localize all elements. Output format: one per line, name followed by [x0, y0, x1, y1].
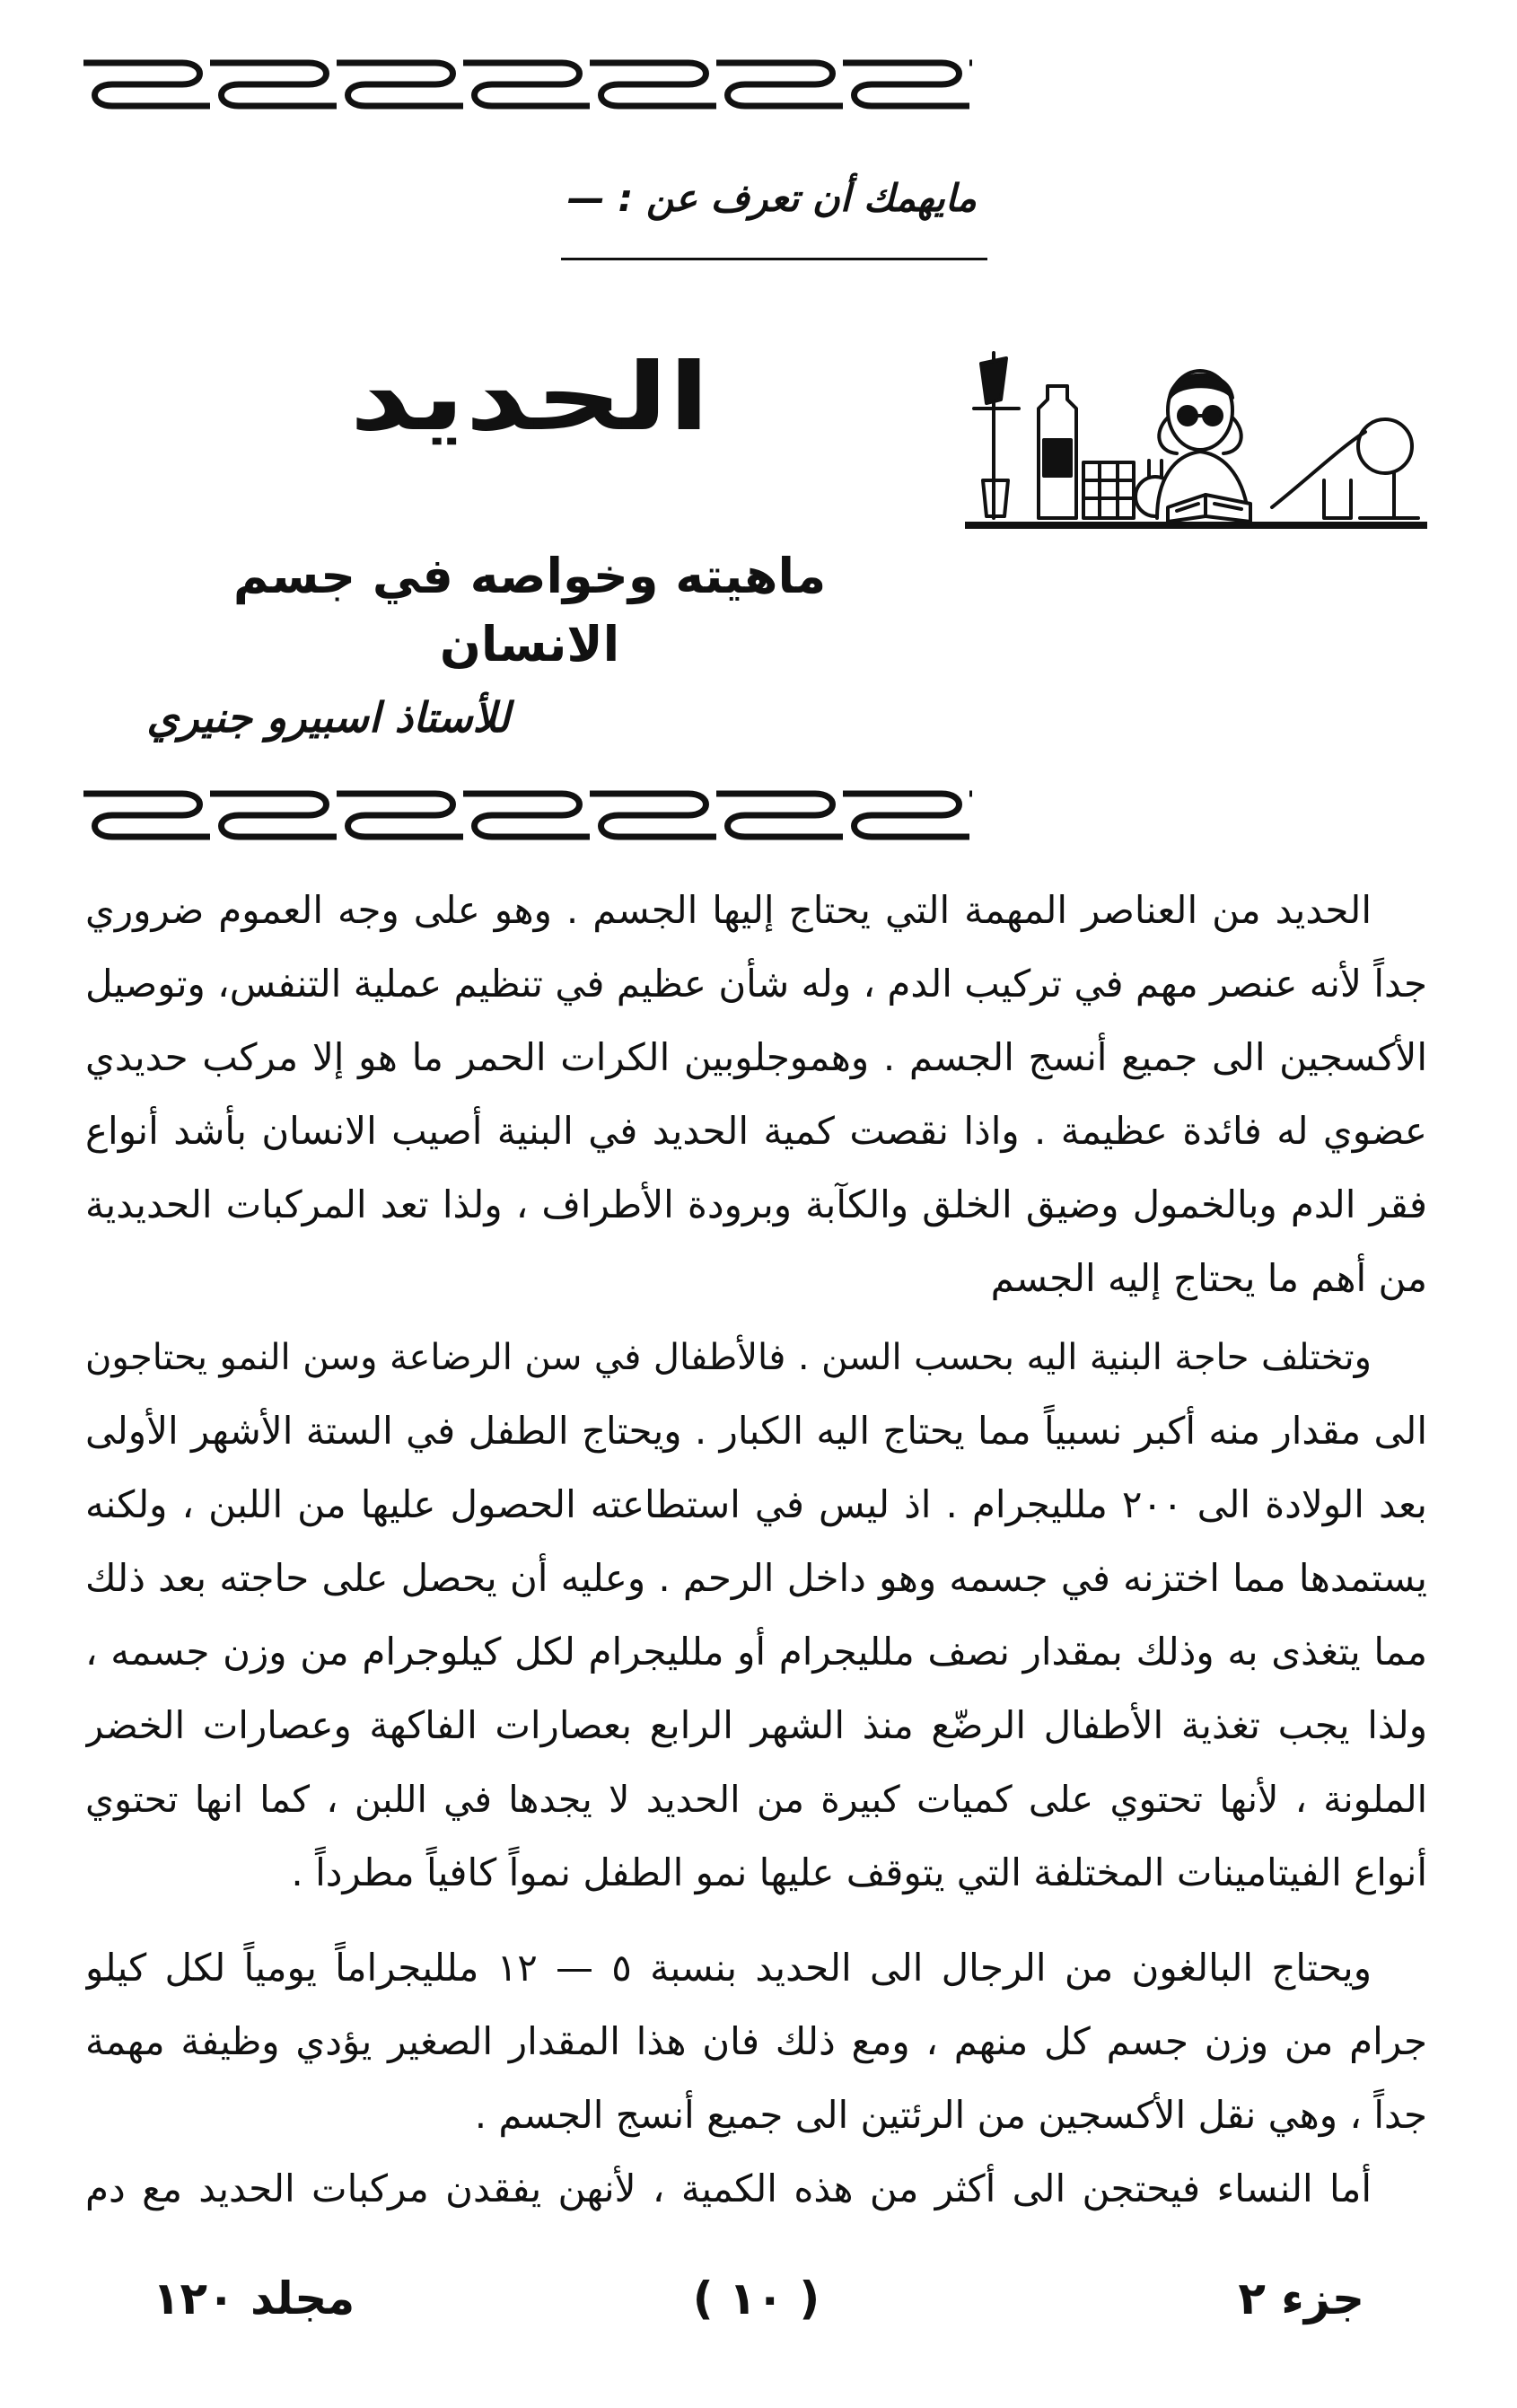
footer-volume-number: مجلد ١٢٠	[153, 2272, 355, 2325]
paragraph-line: ولذا يجب تغذية الأطفال الرضّع منذ الشهر الرابع بعصارات الفاكهة وعصارات الخضر	[85, 1703, 1427, 1747]
footer-part-number: جزء ٢	[1238, 2272, 1364, 2325]
reagent-box-icon	[1083, 462, 1134, 518]
ring-stand-icon	[974, 353, 1019, 518]
article-subtitle: ماهيته وخواصه في جسم الانسان	[232, 548, 827, 672]
paragraph-line: جداً لأنه عنصر مهم في تركيب الدم ، وله شأن عظيم في تنظيم عملية التنفس، وتوصيل	[85, 962, 1427, 1006]
paragraph-line: جرام من وزن جسم كل منهم ، ومع ذلك فان هذا المقدار الصغير يؤدي وظيفة مهمة	[85, 2019, 1427, 2063]
paragraph-line: الى مقدار منه أكبر نسبياً مما يحتاج اليه الكبار . ويحتاج الطفل في الستة الأشهر الأولى	[85, 1409, 1427, 1453]
paragraph-line: الحديد من العناصر المهمة التي يحتاج إليها الجسم . وهو على وجه العموم ضروري	[85, 888, 1372, 932]
section-kicker: مايهمك أن تعرف عن : —	[566, 176, 978, 220]
paragraph-line: يستمدها مما اختزنه في جسمه وهو داخل الرحم . وعليه أن يحصل على حاجته بعد ذلك	[85, 1556, 1427, 1600]
article-title: الحديد	[349, 342, 710, 452]
paragraph-line: الأكسجين الى جميع أنسج الجسم . وهموجلوبين الكرات الحمر ما هو إلا مركب حديدي	[85, 1035, 1427, 1079]
author-byline: للأستاذ اسبيرو جنيري	[146, 693, 510, 742]
paragraph-line: وتختلف حاجة البنية اليه بحسب السن . فالأطفال في سن الرضاعة وسن النمو يحتاجون	[85, 1337, 1372, 1378]
paragraph-line: جداً ، وهي نقل الأكسجين من الرئتين الى جميع أنسج الجسم .	[474, 2093, 1427, 2137]
paragraph	[85, 1931, 1427, 2152]
retort-icon	[1272, 419, 1418, 518]
paragraph	[85, 2152, 1427, 2226]
page-footer	[85, 2264, 1427, 2333]
paragraph-line: أما النساء فيحتجن الى أكثر من هذه الكمية ، لأنهن يفقدن مركبات الحديد مع دم	[85, 2166, 1372, 2210]
paragraph-line: ويحتاج البالغون من الرجال الى الحديد بنسبة ٥ — ١٢ ملليجراماً يومياً لكل كيلو	[85, 1946, 1372, 1990]
footer-page-number: ( ١٠ )	[692, 2272, 820, 2325]
paragraph-line: عضوي له فائدة عظيمة . واذا نقصت كمية الحديد في البنية أصيب الانسان بأشد أنواع	[85, 1109, 1427, 1153]
chemist-illustration	[965, 346, 1427, 539]
top-ornament-border	[83, 52, 972, 115]
article-body	[85, 874, 1427, 2226]
kicker-underline	[561, 258, 987, 260]
paragraph-line: أنواع الفيتامينات المختلفة التي يتوقف عليها نمو الطفل نمواً كافياً مطرداً .	[291, 1850, 1427, 1894]
bottle-icon	[1039, 386, 1076, 518]
paragraph-line: مما يتغذى به وذلك بمقدار نصف ملليجرام أو ملليجرام لكل كيلوجرام من وزن جسمه ،	[85, 1630, 1427, 1674]
paragraph	[85, 1321, 1427, 1910]
paragraph-line: من أهم ما يحتاج إليه الجسم	[990, 1256, 1427, 1300]
paragraph-line: فقر الدم وبالخمول وضيق الخلق والكآبة وبرودة الأطراف ، ولذا تعد المركبات الحديدية	[85, 1182, 1427, 1226]
paragraph-line: بعد الولادة الى ٢٠٠ ملليجرام . اذ ليس في استطاعته الحصول عليها من اللبن ، ولكنه	[85, 1482, 1427, 1526]
paragraph-line: الملونة ، لأنها تحتوي على كميات كبيرة من الحديد لا يجدها في اللبن ، كما انها تحتوي	[85, 1778, 1427, 1821]
paragraph	[85, 874, 1427, 1315]
bottom-ornament-border	[83, 783, 972, 846]
